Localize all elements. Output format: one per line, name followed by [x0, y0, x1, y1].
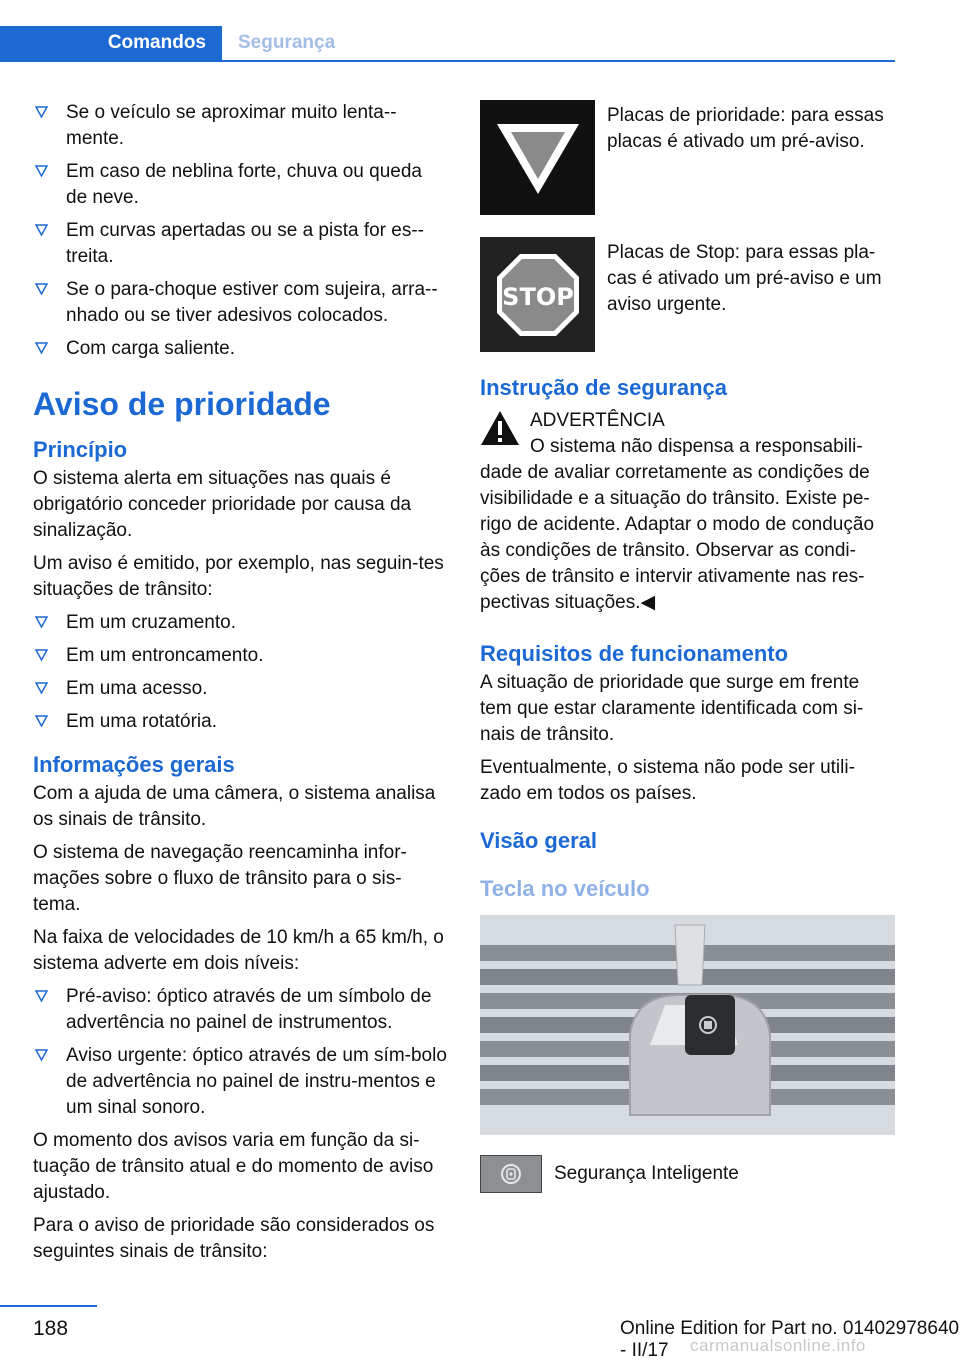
- general-paragraph-4: O momento dos avisos varia em função da si-tuação de trânsito atual e do momento de aviso ajustado.: [33, 1130, 434, 1203]
- condition-item-text: Se o veículo se aproximar muito lenta-mente.: [66, 102, 397, 149]
- situation-item: [33, 643, 448, 669]
- page-number: 188: [33, 1317, 69, 1340]
- condition-item-text: Em caso de neblina forte, chuva ou queda de neve.: [66, 161, 422, 208]
- intelligent-safety-label: Segurança Inteligente: [554, 1163, 739, 1184]
- condition-item: [33, 336, 448, 362]
- bullet-triangle-icon: [34, 340, 49, 355]
- general-heading: Informações gerais: [33, 752, 235, 777]
- bullet-triangle-icon: [34, 163, 49, 178]
- warning-level-item-text: Pré-aviso: óptico através de um símbolo de advertência no painel de instrumentos.: [66, 986, 432, 1033]
- situation-item: [33, 709, 448, 735]
- situation-item-text: Em uma acesso.: [66, 678, 208, 699]
- bullet-triangle-icon: [34, 647, 49, 662]
- warning-text-wrap: [480, 434, 895, 616]
- warning-level-item: [33, 1043, 448, 1121]
- condition-item: [33, 100, 448, 152]
- principle-paragraph-1: O sistema alerta em situações nas quais é obrigatório conceder prioridade por causa da sinalização.: [33, 468, 412, 541]
- condition-list: [33, 100, 448, 362]
- right-column: [480, 100, 895, 1193]
- general-paragraph-1: Com a ajuda de uma câmera, o sistema analisa os sinais de trânsito.: [33, 783, 436, 830]
- requirements-heading: Requisitos de funcionamento: [480, 641, 789, 666]
- vehicle-button-photo: [480, 915, 895, 1135]
- warning-label: ADVERTÊNCIA: [530, 410, 665, 431]
- bullet-triangle-icon: [34, 680, 49, 695]
- warning-text: O sistema não dispensa a responsabili-dade de avaliar corretamente as condições de visibilidade e a situação do trânsito. Existe pe-rigo de acidente. Adaptar o modo de condução às condições de trânsito. Observar as condi-ções de trânsito e intervir ativamente nas res-pectivas situações.◀: [480, 436, 875, 613]
- bullet-triangle-icon: [34, 104, 49, 119]
- bullet-triangle-icon: [34, 614, 49, 629]
- stop-sign-word: STOP: [501, 282, 574, 311]
- situation-item-text: Em uma rotatória.: [66, 711, 217, 732]
- situation-item-text: Em um entroncamento.: [66, 645, 264, 666]
- situation-item-text: Em um cruzamento.: [66, 612, 236, 633]
- safety-heading: Instrução de segurança: [480, 375, 727, 400]
- stop-sign-row: [480, 237, 895, 352]
- yield-sign-icon: [480, 100, 595, 215]
- requirements-paragraph-2: Eventualmente, o sistema não pode ser utili-zado em todos os países.: [480, 757, 855, 804]
- condition-item: [33, 218, 448, 270]
- section-title: Aviso de prioridade: [33, 386, 331, 422]
- warning-level-item: [33, 984, 448, 1036]
- tab-seguranca[interactable]: Segurança: [238, 32, 336, 53]
- stop-sign-text: Placas de Stop: para essas pla-cas é ativado um pré-aviso e um aviso urgente.: [607, 242, 882, 315]
- general-paragraph-3: Na faixa de velocidades de 10 km/h a 65 km/h, o sistema adverte em dois níveis:: [33, 927, 444, 974]
- button-heading: Tecla no veículo: [480, 876, 650, 901]
- principle-paragraph-2: Um aviso é emitido, por exemplo, nas seguin-tes situações de trânsito:: [33, 553, 444, 600]
- condition-item-text: Se o para-choque estiver com sujeira, arra-nhado ou se tiver adesivos colocados.: [66, 279, 438, 326]
- chapter-tabs: [0, 26, 895, 62]
- principle-heading: Princípio: [33, 437, 128, 462]
- situation-item: [33, 676, 448, 702]
- bullet-triangle-icon: [34, 713, 49, 728]
- general-paragraph-5: Para o aviso de prioridade são considerados os seguintes sinais de trânsito:: [33, 1215, 435, 1262]
- watermark: carmanualsonline.info: [690, 1336, 866, 1355]
- condition-item: [33, 277, 448, 329]
- general-paragraph-2: O sistema de navegação reencaminha infor-mações sobre o fluxo de trânsito para o sis-tema.: [33, 842, 407, 915]
- warning-level-item-text: Aviso urgente: óptico através de um sím-bolo de advertência no painel de instru-mentos e um sinal sonoro.: [66, 1045, 447, 1118]
- yield-sign-row: [480, 100, 895, 215]
- left-column: [33, 100, 448, 1272]
- bullet-triangle-icon: [34, 1047, 49, 1062]
- stop-sign-icon: [480, 237, 595, 352]
- situation-list: [33, 610, 448, 735]
- bullet-triangle-icon: [34, 988, 49, 1003]
- warning-block: [480, 408, 895, 616]
- condition-item-text: Com carga saliente.: [66, 338, 235, 359]
- situation-item: [33, 610, 448, 636]
- footer-rule: [0, 1305, 97, 1307]
- bullet-triangle-icon: [34, 281, 49, 296]
- yield-sign-text: Placas de prioridade: para essas placas é ativado um pré-aviso.: [607, 105, 884, 152]
- condition-item-text: Em curvas apertadas ou se a pista for es-treita.: [66, 220, 424, 267]
- bullet-triangle-icon: [34, 222, 49, 237]
- overview-heading: Visão geral: [480, 828, 597, 853]
- warning-level-list: [33, 984, 448, 1121]
- intelligent-safety-button-icon[interactable]: [480, 1155, 542, 1193]
- condition-item: [33, 159, 448, 211]
- tab-comandos[interactable]: Comandos: [0, 26, 222, 60]
- requirements-paragraph-1: A situação de prioridade que surge em frente tem que estar claramente identificada com si-nais de trânsito.: [480, 672, 864, 745]
- button-legend-row: [480, 1155, 895, 1193]
- header-rule: [0, 60, 895, 62]
- edition-note: Online Edition for Part no. 01402978640 - II/17: [620, 1318, 960, 1361]
